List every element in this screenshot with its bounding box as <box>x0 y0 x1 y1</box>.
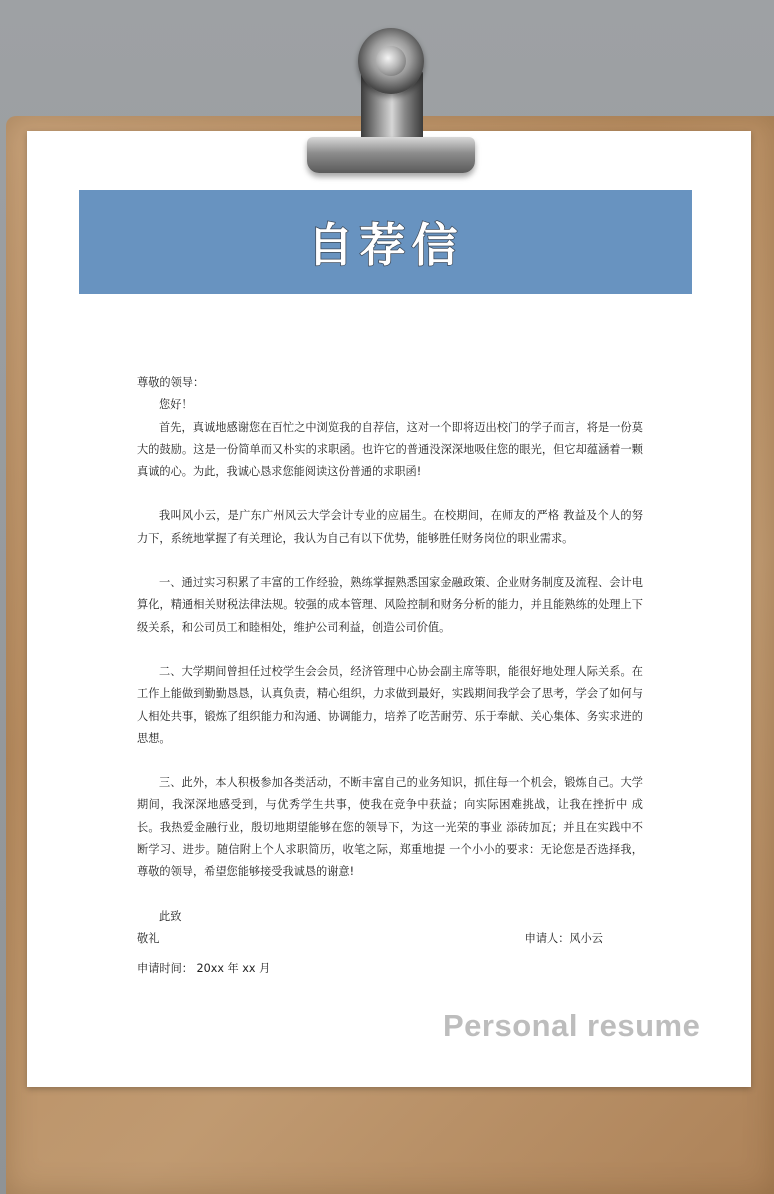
paragraph-point-2: 二、大学期间曾担任过校学生会会员，经济管理中心协会副主席等职，能很好地处理人际关系。在工作上能做到勤勤恳恳，认真负责，精心组织，力求做到最好，实践期间我学会了思考，学会了如何与人相处共事，锻炼了组织能力和沟通、协调能力，培养了吃苦耐劳、乐于奉献、关心集体、务实求进的思想。 <box>137 664 643 745</box>
page-title: 自荐信 <box>307 218 464 272</box>
paragraph-self-intro: 我叫风小云，是广东广州风云大学会计专业的应届生。在校期间，在师友的严格 教益及个人的努力下，系统地掌握了有关理论，我认为自己有以下优势，能够胜任财务岗位的职业需求。 <box>137 509 643 545</box>
salutation: 尊敬的领导： <box>137 376 205 389</box>
clipboard-clip <box>307 137 475 173</box>
clip-ring-center <box>376 46 406 76</box>
letter-body <box>137 372 643 980</box>
title-banner <box>79 190 692 294</box>
closing-salute: 敬礼 <box>137 931 160 945</box>
watermark-text: Personal resume <box>443 1008 701 1043</box>
paragraph-point-3: 三、此外，本人积极参加各类活动，不断丰富自己的业务知识，抓住每一个机会，锻炼自己。大学期间，我深深地感受到，与优秀学生共事，使我在竞争中获益；向实际困难挑战，让我在挫折中 成长。我热爱金融行业，殷切地期望能够在您的领导下，为这一光荣的事业 添砖加瓦；并且在实践中不断学习、进步。随信附上个人求职简历，收笔之际，郑重地提 一个小小的要求：无论您是否选择我，尊敬的领导，希望您能够接受我诚恳的谢意! <box>137 776 643 879</box>
application-date: 申请时间： 20xx 年 xx 月 <box>137 961 271 975</box>
paragraph-point-1: 一、通过实习积累了丰富的工作经验，熟练掌握熟悉国家金融政策、企业财务制度及流程、会计电算化，精通相关财税法律法规。较强的成本管理、风险控制和财务分析的能力，并且能熟练的处理上下级关系，和公司员工和睦相处，维护公司利益，创造公司价值。 <box>137 576 643 634</box>
signoff-row <box>137 928 643 950</box>
greeting: 您好！ <box>159 398 193 412</box>
closing-line: 此致 <box>159 909 182 923</box>
applicant-name: 申请人：风小云 <box>524 931 603 945</box>
paragraph-intro: 首先，真诚地感谢您在百忙之中浏览我的自荐信，这对一个即将迈出校门的学子而言，将是一份莫大的鼓励。这是一份简单而又朴实的求职函。也许它的普通没深深地吸住您的眼光，但它却蕴涵着一颗真诚的心。为此，我诚心恳求您能阅读这份普通的求职函! <box>137 420 643 479</box>
